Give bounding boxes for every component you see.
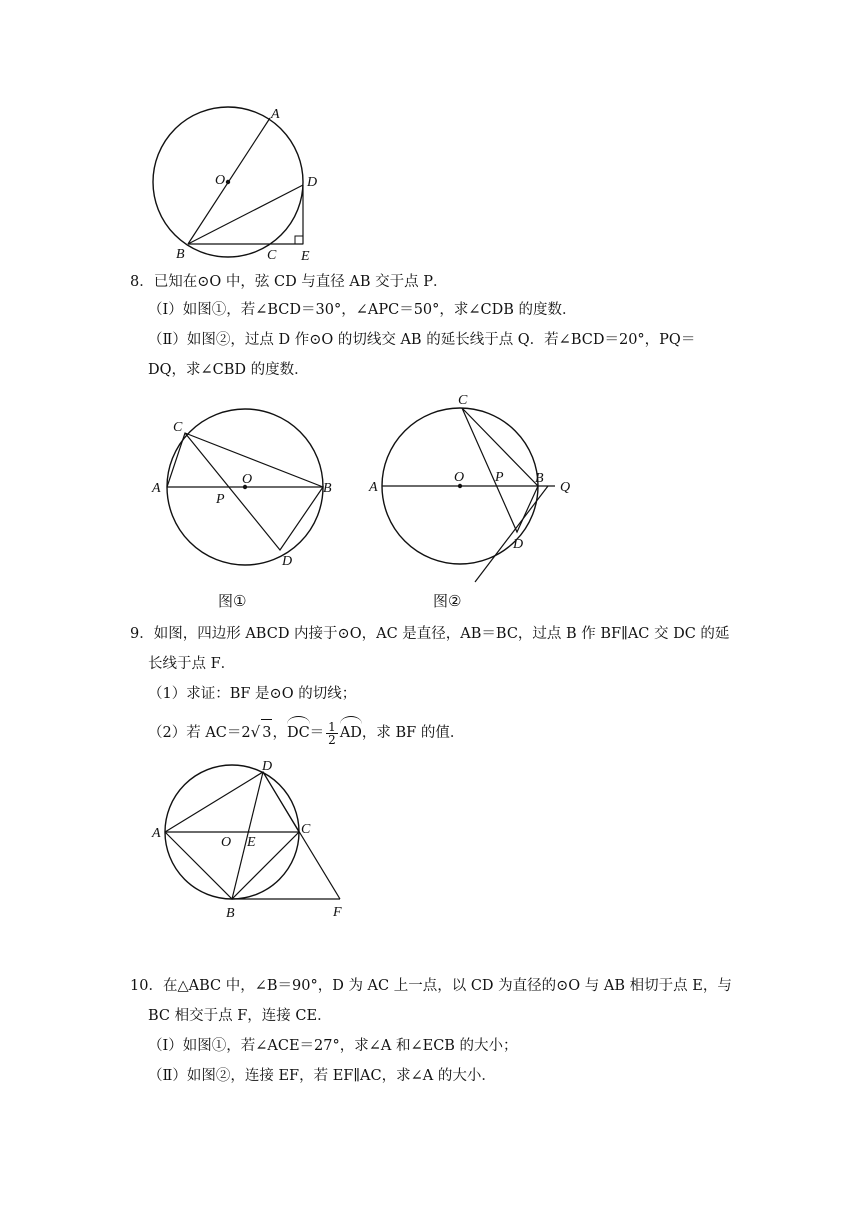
label-C: C xyxy=(267,248,277,263)
label-B: B xyxy=(176,247,185,262)
sqrt-sign: √ xyxy=(250,723,261,741)
label-D: D xyxy=(307,175,318,190)
label-D: D xyxy=(513,537,524,552)
q9-frac-num: 1 xyxy=(328,719,336,734)
label-B: B xyxy=(226,906,235,920)
q9-equals: ＝ xyxy=(309,725,325,741)
label-D: D xyxy=(262,759,273,774)
label-E: E xyxy=(247,835,256,850)
label-D: D xyxy=(282,554,293,569)
q9-part2-suffix: ，求 BF 的值． xyxy=(361,725,465,741)
q10-part2: （Ⅱ）如图②，连接 EF，若 EF∥AC，求∠A 的大小． xyxy=(148,1068,496,1084)
q9-radicand: 3 xyxy=(261,719,272,746)
label-B: B xyxy=(535,471,544,486)
label-A: A xyxy=(152,481,161,496)
figure-top xyxy=(140,100,340,270)
q9-arc-dc: DC xyxy=(287,716,310,746)
q9-figure xyxy=(145,758,360,920)
q9-fraction xyxy=(326,721,338,746)
q10-line1: 10．在△ABC 中，∠B＝90°，D 为 AC 上一点，以 CD 为直径的⊙O 与 AB 相切于点 E，与 xyxy=(130,978,732,994)
q8-figure-2 xyxy=(365,390,595,590)
q10-line2: BC 相交于点 F，连接 CE． xyxy=(148,1008,332,1024)
q8-part1: （Ⅰ）如图①，若∠BCD＝30°，∠APC＝50°，求∠CDB 的度数． xyxy=(148,302,577,318)
label-B: B xyxy=(323,481,332,496)
q8-figure-1-caption: 图① xyxy=(218,592,247,610)
q9-part2-prefix: （2）若 AC＝2 xyxy=(148,725,251,741)
q9-line1: 9．如图，四边形 ABCD 内接于⊙O，AC 是直径，AB＝BC，过点 B 作 BF∥AC 交 DC 的延 xyxy=(130,626,730,642)
label-A: A xyxy=(369,480,378,495)
label-O: O xyxy=(221,835,232,850)
q8-stem: 8．已知在⊙O 中，弦 CD 与直径 AB 交于点 P． xyxy=(130,274,448,290)
q9-part1: （1）求证：BF 是⊙O 的切线； xyxy=(148,686,357,702)
q9-arc-ad: AD xyxy=(340,716,362,746)
label-P: P xyxy=(495,470,504,485)
q10-part1: （Ⅰ）如图①，若∠ACE＝27°，求∠A 和∠ECB 的大小； xyxy=(148,1038,518,1054)
label-C: C xyxy=(301,822,311,837)
label-C: C xyxy=(458,393,468,408)
label-Q: Q xyxy=(560,480,571,495)
label-F: F xyxy=(333,905,342,920)
q8-part2-line2: DQ，求∠CBD 的度数． xyxy=(148,362,309,378)
q9-line2: 长线于点 F． xyxy=(148,656,236,672)
label-O: O xyxy=(454,470,465,485)
q9-frac-den: 2 xyxy=(328,732,336,747)
label-C: C xyxy=(173,420,183,435)
q9-part2: （2）若 AC＝2√ 3，DC＝ $\frac{1}{2}$ AD，求 BF 的值． xyxy=(148,716,464,746)
label-A: A xyxy=(152,826,161,841)
label-O: O xyxy=(215,173,226,188)
label-P: P xyxy=(216,492,225,507)
label-E: E xyxy=(301,249,310,264)
label-A: A xyxy=(271,107,280,122)
q8-figure-1 xyxy=(140,395,350,580)
q8-part2-line1: （Ⅱ）如图②，过点 D 作⊙O 的切线交 AB 的延长线于点 Q．若∠BCD＝20°，PQ＝ xyxy=(148,332,696,348)
label-O: O xyxy=(242,472,253,487)
q8-figure-2-caption: 图② xyxy=(433,592,462,610)
